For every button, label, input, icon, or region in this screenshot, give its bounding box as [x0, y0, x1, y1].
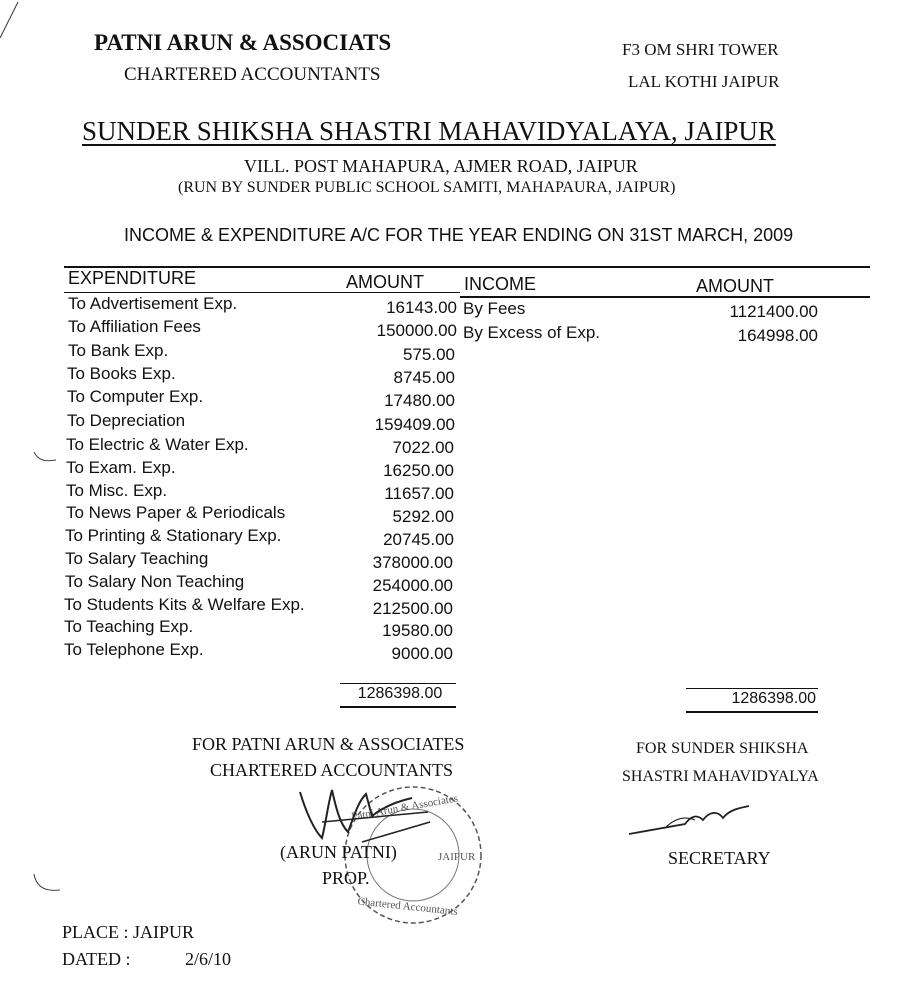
- institution-address: VILL. POST MAHAPURA, AJMER ROAD, JAIPUR: [244, 156, 638, 176]
- expenditure-amount: 19580.00: [382, 621, 453, 640]
- header-amount-right: AMOUNT: [696, 276, 774, 296]
- expenditure-amount: 7022.00: [392, 438, 454, 457]
- secretary-signature: [625, 800, 755, 840]
- expenditure-label: To News Paper & Periodicals: [66, 503, 286, 522]
- total-expenditure: 1286398.00: [357, 685, 443, 702]
- expenditure-label: To Depreciation: [67, 411, 186, 430]
- institution-run-by: (RUN BY SUNDER PUBLIC SCHOOL SAMITI, MAHAPAURA, JAIPUR): [178, 179, 676, 196]
- expenditure-amount: 8745.00: [393, 368, 455, 387]
- expenditure-amount: 17480.00: [384, 391, 455, 410]
- expenditure-amount: 5292.00: [392, 507, 454, 526]
- expenditure-label: To Bank Exp.: [68, 341, 169, 360]
- dated-value: 2/6/10: [185, 949, 232, 969]
- auditor-designation: PROP.: [322, 868, 370, 888]
- expenditure-label: To Misc. Exp.: [66, 481, 168, 500]
- expenditure-amount: 575.00: [403, 345, 455, 364]
- income-amount: 1121400.00: [729, 302, 818, 321]
- total-right-bottom-rule: [686, 711, 818, 713]
- firm-address-line2: LAL KOTHI JAIPUR: [628, 72, 780, 91]
- expenditure-amount: 9000.00: [391, 644, 453, 663]
- expenditure-amount: 16143.00: [386, 298, 457, 317]
- expenditure-label: To Printing & Stationary Exp.: [65, 526, 282, 545]
- total-left-top-rule: [340, 683, 456, 684]
- expenditure-label: To Salary Non Teaching: [65, 572, 245, 591]
- firm-subtitle: CHARTERED ACCOUNTANTS: [124, 64, 381, 85]
- header-expenditure: EXPENDITURE: [68, 268, 197, 288]
- svg-text:Chartered Accountants: Chartered Accountants: [356, 895, 459, 918]
- expenditure-label: To Telephone Exp.: [64, 640, 204, 659]
- total-left-bottom-rule: [340, 706, 456, 708]
- institution-sign-line2: SHASTRI MAHAVIDYALYA: [622, 768, 819, 785]
- scan-mark: [30, 870, 70, 900]
- auditor-title-line: CHARTERED ACCOUNTANTS: [210, 760, 453, 780]
- expenditure-amount: 16250.00: [383, 461, 454, 480]
- total-income: 1286398.00: [731, 690, 816, 707]
- institution-sign-line1: FOR SUNDER SHIKSHA: [636, 740, 809, 757]
- expenditure-label: To Electric & Water Exp.: [66, 435, 249, 454]
- header-amount-left: AMOUNT: [346, 272, 424, 292]
- expenditure-amount: 150000.00: [376, 321, 457, 340]
- expenditure-amount: 254000.00: [372, 576, 453, 595]
- expenditure-label: To Books Exp.: [67, 364, 176, 383]
- header-income: INCOME: [464, 274, 536, 294]
- income-label: By Excess of Exp.: [463, 323, 600, 342]
- expenditure-label: To Affiliation Fees: [68, 317, 201, 336]
- expenditure-label: To Salary Teaching: [65, 549, 209, 568]
- expenditure-amount: 378000.00: [372, 553, 453, 572]
- scan-mark: [30, 448, 60, 468]
- income-amount: 164998.00: [737, 326, 818, 345]
- svg-text:JAIPUR: JAIPUR: [438, 851, 476, 863]
- place-label: PLACE : JAIPUR: [62, 922, 195, 942]
- statement-title: INCOME & EXPENDITURE A/C FOR THE YEAR ENDING ON 31ST MARCH, 2009: [124, 225, 794, 245]
- scan-corner-mark: [0, 0, 30, 40]
- expenditure-amount: 159409.00: [374, 415, 455, 434]
- secretary-title: SECRETARY: [668, 848, 771, 868]
- total-right-top-rule: [686, 688, 818, 689]
- firm-name: PATNI ARUN & ASSOCIATS: [94, 30, 392, 55]
- firm-address-line1: F3 OM SHRI TOWER: [622, 40, 779, 59]
- header-rule-right: [460, 296, 870, 298]
- auditor-name: (ARUN PATNI): [280, 842, 397, 862]
- expenditure-amount: 20745.00: [383, 530, 454, 549]
- expenditure-label: To Teaching Exp.: [64, 617, 194, 636]
- expenditure-label: To Exam. Exp.: [66, 458, 176, 477]
- expenditure-amount: 11657.00: [384, 484, 454, 503]
- expenditure-label: To Computer Exp.: [67, 387, 204, 406]
- auditor-firm-line: FOR PATNI ARUN & ASSOCIATES: [192, 734, 465, 754]
- income-label: By Fees: [463, 299, 526, 318]
- svg-text:Patni Arun & Associates: Patni Arun & Associates: [350, 792, 459, 824]
- expenditure-label: To Advertisement Exp.: [68, 294, 238, 313]
- dated-label: DATED :: [62, 949, 131, 969]
- institution-name: SUNDER SHIKSHA SHASTRI MAHAVIDYALAYA, JAIPUR: [82, 116, 776, 146]
- expenditure-amount: 212500.00: [372, 599, 453, 618]
- expenditure-label: To Students Kits & Welfare Exp.: [64, 595, 305, 614]
